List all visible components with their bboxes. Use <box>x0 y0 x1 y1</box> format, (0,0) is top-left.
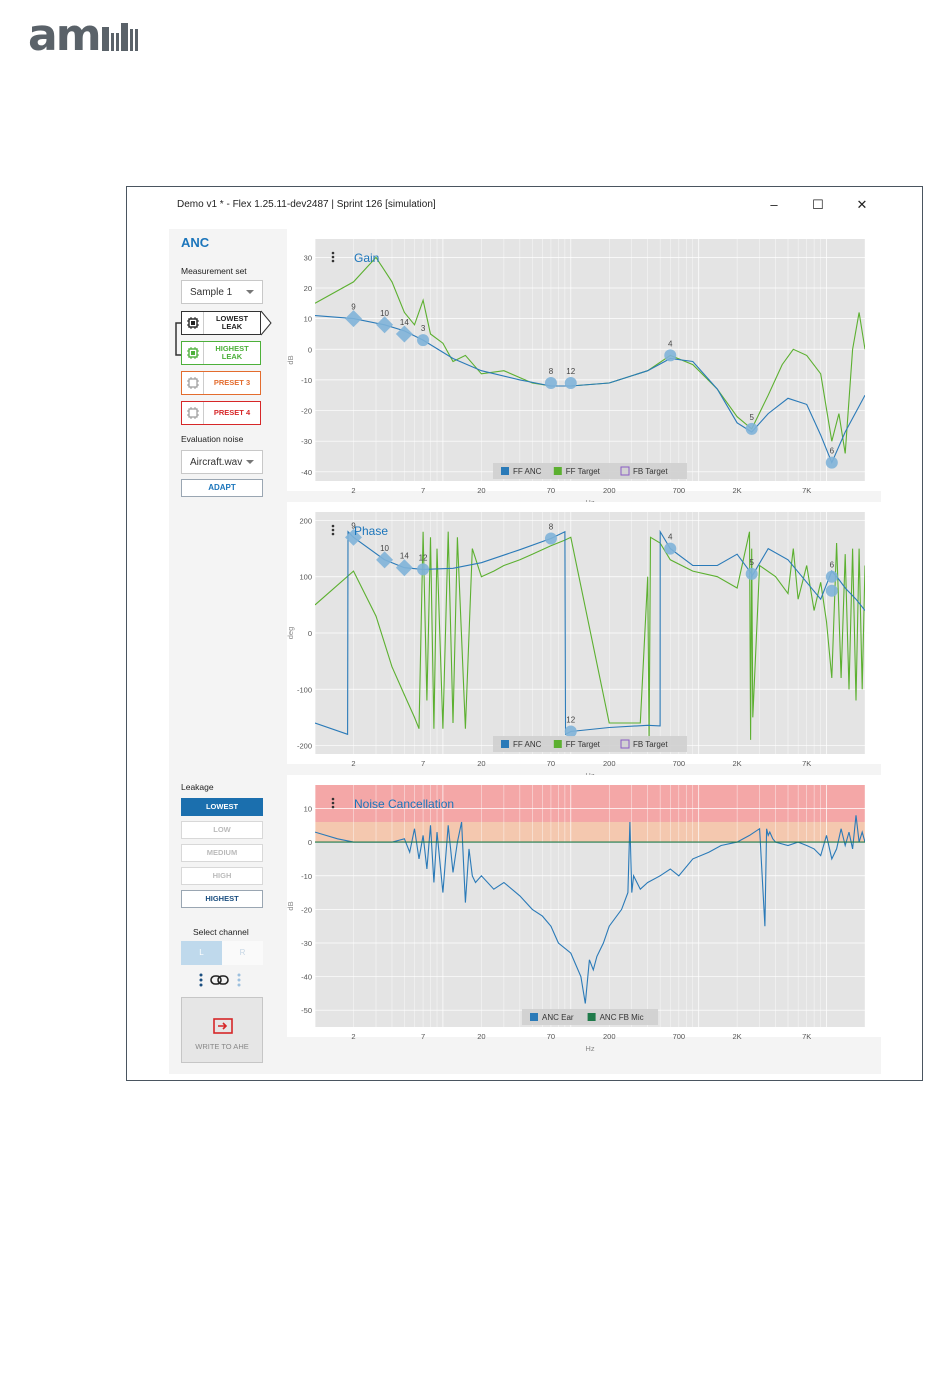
evaluation-noise-value: Aircraft.wav <box>190 457 243 468</box>
filter-point-label: 9 <box>351 521 356 531</box>
y-tick-label: -30 <box>301 938 312 948</box>
channel-r-button[interactable]: R <box>222 941 263 965</box>
legend-swatch <box>501 467 509 475</box>
preset-line1: HIGHEST <box>215 344 249 353</box>
filter-point-label: 12 <box>418 553 428 563</box>
preset-lowest-leak[interactable] <box>181 311 261 335</box>
preset-line2: LEAK <box>221 352 243 361</box>
leakage-label: Leakage <box>181 782 214 792</box>
filter-point-label: 12 <box>566 715 576 725</box>
chevron-down-icon <box>246 290 254 294</box>
filter-point[interactable] <box>545 377 557 389</box>
chart-legend <box>522 1009 658 1025</box>
legend-label: FF ANC <box>513 740 542 749</box>
leakage-medium-button[interactable]: MEDIUM <box>181 844 263 862</box>
threshold-band <box>315 822 865 842</box>
filter-point-label: 10 <box>380 543 390 553</box>
y-tick-label: -50 <box>301 1006 312 1016</box>
x-tick-label: 70 <box>546 486 556 495</box>
kebab-dot <box>332 802 335 805</box>
x-tick-label: 70 <box>546 759 556 768</box>
filter-point-label: 8 <box>548 522 554 532</box>
kebab-dot <box>332 525 335 528</box>
legend-swatch <box>554 740 562 748</box>
filter-point-label: 4 <box>668 339 673 349</box>
filter-point-label: 5 <box>749 412 754 422</box>
chart-phase <box>286 502 881 780</box>
y-axis-label: dB <box>286 901 295 911</box>
chart-legend <box>493 736 687 752</box>
filter-point[interactable] <box>417 334 429 346</box>
chevron-down-icon <box>246 460 254 464</box>
x-tick-label: 2K <box>732 759 742 768</box>
y-tick-label: -30 <box>301 437 312 447</box>
x-tick-label: 7K <box>802 759 812 768</box>
adapt-button[interactable]: ADAPT <box>181 479 263 497</box>
chart-legend <box>493 463 687 479</box>
kebab-menu-icon[interactable] <box>200 974 203 987</box>
preset-highest-leak[interactable] <box>181 341 261 365</box>
preset-line2: LEAK <box>221 322 243 331</box>
y-tick-label: 0 <box>307 838 312 848</box>
channel-l-button[interactable]: L <box>181 941 222 965</box>
channel-link-controls <box>197 972 249 988</box>
x-tick-label: 7 <box>420 759 426 768</box>
chart-noise-cancellation <box>286 775 881 1053</box>
evaluation-noise-dropdown[interactable] <box>181 450 263 474</box>
x-tick-label: 2 <box>351 1032 356 1041</box>
legend-label: FF Target <box>565 467 600 476</box>
filter-point[interactable] <box>826 585 838 597</box>
y-tick-label: -200 <box>296 741 312 751</box>
measurement-set-value: Sample 1 <box>190 287 233 298</box>
preset-arrow-icon <box>261 311 273 335</box>
minimize-button[interactable]: – <box>770 197 778 212</box>
y-tick-label: 10 <box>303 314 312 324</box>
sidebar <box>169 229 294 1074</box>
x-tick-label: 20 <box>477 1032 486 1041</box>
chart-title: Gain <box>354 251 380 265</box>
app-content <box>169 229 881 1074</box>
legend-swatch <box>554 467 562 475</box>
preset-label: PRESET 3 <box>213 378 251 387</box>
window-controls <box>766 197 870 213</box>
write-to-ahe-label: WRITE TO AHE <box>195 1042 249 1051</box>
x-tick-label: 7K <box>802 1032 812 1041</box>
filter-point-label: 9 <box>351 302 356 312</box>
x-tick-label: 2K <box>732 486 742 495</box>
measurement-set-label: Measurement set <box>181 266 247 276</box>
legend-label: FF ANC <box>513 467 542 476</box>
kebab-dot <box>332 529 335 532</box>
ams-logo <box>28 10 138 61</box>
anc-title: ANC <box>181 235 210 250</box>
y-tick-label: -100 <box>296 685 312 695</box>
x-tick-label: 7K <box>802 486 812 495</box>
preset-label: PRESET 4 <box>213 408 251 417</box>
x-tick-label: 2 <box>351 486 356 495</box>
chip-icon <box>182 372 204 394</box>
measurement-set-dropdown[interactable] <box>181 280 263 304</box>
chip-icon <box>182 402 204 424</box>
close-button[interactable]: ✕ <box>856 197 868 212</box>
filter-point-label: 6 <box>829 446 835 456</box>
x-tick-label: 7 <box>420 1032 426 1041</box>
y-tick-label: -40 <box>301 467 312 477</box>
chart-title: Phase <box>354 524 389 538</box>
kebab-dot <box>332 260 335 263</box>
preset-line1: LOWEST <box>215 314 249 323</box>
filter-point-label: 6 <box>829 560 835 570</box>
legend-label: FB Target <box>633 740 668 749</box>
legend-label: ANC Ear <box>542 1013 574 1022</box>
x-tick-label: 700 <box>672 759 686 768</box>
y-axis-label: deg <box>286 626 295 640</box>
filter-point[interactable] <box>545 532 557 544</box>
preset-3[interactable] <box>181 371 261 395</box>
legend-swatch <box>501 740 509 748</box>
kebab-menu-icon[interactable] <box>332 525 335 536</box>
x-tick-label: 700 <box>672 1032 686 1041</box>
preset-4[interactable] <box>181 401 261 425</box>
plot-background <box>315 239 865 481</box>
y-tick-label: -10 <box>301 375 312 385</box>
filter-point[interactable] <box>565 377 577 389</box>
maximize-button[interactable]: ☐ <box>812 197 824 212</box>
x-tick-label: 2K <box>732 1032 742 1041</box>
y-tick-label: 100 <box>299 572 312 582</box>
y-axis-label: dB <box>286 355 295 365</box>
filter-point-label: 14 <box>399 317 409 327</box>
leakage-high-button[interactable]: HIGH <box>181 867 263 885</box>
filter-point[interactable] <box>826 571 838 583</box>
kebab-dot <box>332 533 335 536</box>
kebab-dot <box>332 798 335 801</box>
filter-point-label: 14 <box>399 551 409 561</box>
chart-title: Noise Cancellation <box>354 797 455 811</box>
y-tick-label: -20 <box>301 406 312 416</box>
legend-label: FB Target <box>633 467 668 476</box>
x-tick-label: 20 <box>477 759 486 768</box>
y-tick-label: -20 <box>301 905 312 915</box>
link-icon[interactable] <box>211 976 228 984</box>
filter-point[interactable] <box>565 725 577 737</box>
kebab-menu-icon[interactable] <box>332 252 335 263</box>
y-tick-label: 0 <box>307 345 312 355</box>
legend-label: FF Target <box>565 740 600 749</box>
write-to-ahe-button[interactable] <box>181 997 263 1063</box>
kebab-dot <box>332 806 335 809</box>
leakage-highest-button[interactable]: HIGHEST <box>181 890 263 908</box>
filter-point-label: 4 <box>668 532 673 542</box>
filter-point-label: 3 <box>420 324 426 334</box>
y-tick-label: 0 <box>307 629 312 638</box>
export-icon <box>213 1018 233 1034</box>
filter-point-label: 8 <box>548 366 554 376</box>
chip-icon <box>182 342 204 364</box>
x-tick-label: 700 <box>672 486 686 495</box>
x-tick-label: 2 <box>351 759 356 768</box>
filter-point-label: 12 <box>566 366 576 376</box>
evaluation-noise-label: Evaluation noise <box>181 434 244 444</box>
legend-swatch <box>530 1013 538 1021</box>
logo-text: am <box>28 10 100 61</box>
x-tick-label: 200 <box>602 486 616 495</box>
y-tick-label: -10 <box>301 871 312 881</box>
chip-icon <box>182 312 204 334</box>
legend-label: ANC FB Mic <box>599 1013 644 1022</box>
legend-swatch <box>588 1013 596 1021</box>
y-tick-label: 30 <box>303 253 312 263</box>
x-tick-label: 20 <box>477 486 486 495</box>
y-tick-label: 20 <box>303 284 312 294</box>
x-tick-label: 7 <box>420 486 426 495</box>
kebab-menu-icon[interactable] <box>238 974 241 987</box>
window-title: Demo v1 * - Flex 1.25.11-dev2487 | Sprint 126 [simulation] <box>177 199 436 210</box>
leakage-low-button[interactable]: LOW <box>181 821 263 839</box>
charts-area <box>287 229 881 1074</box>
app-window <box>126 186 923 1081</box>
filter-point-label: 5 <box>749 557 754 567</box>
x-axis-label: Hz <box>585 1044 595 1053</box>
x-tick-label: 200 <box>602 1032 616 1041</box>
filter-point[interactable] <box>746 568 758 580</box>
kebab-dot <box>332 252 335 255</box>
filter-point[interactable] <box>746 423 758 435</box>
filter-point-label: 10 <box>380 308 390 318</box>
filter-point[interactable] <box>664 349 676 361</box>
kebab-dot <box>332 256 335 259</box>
chart-gain <box>286 229 881 507</box>
kebab-menu-icon[interactable] <box>332 798 335 809</box>
leakage-lowest-button[interactable]: LOWEST <box>181 798 263 816</box>
y-tick-label: 10 <box>303 804 312 814</box>
filter-point[interactable] <box>826 457 838 469</box>
logo-bars-icon <box>102 23 138 53</box>
x-tick-label: 70 <box>546 1032 556 1041</box>
filter-point[interactable] <box>417 563 429 575</box>
y-tick-label: -40 <box>301 972 312 982</box>
select-channel-label: Select channel <box>193 927 249 937</box>
x-tick-label: 200 <box>602 759 616 768</box>
filter-point[interactable] <box>664 543 676 555</box>
y-tick-label: 200 <box>299 516 312 526</box>
